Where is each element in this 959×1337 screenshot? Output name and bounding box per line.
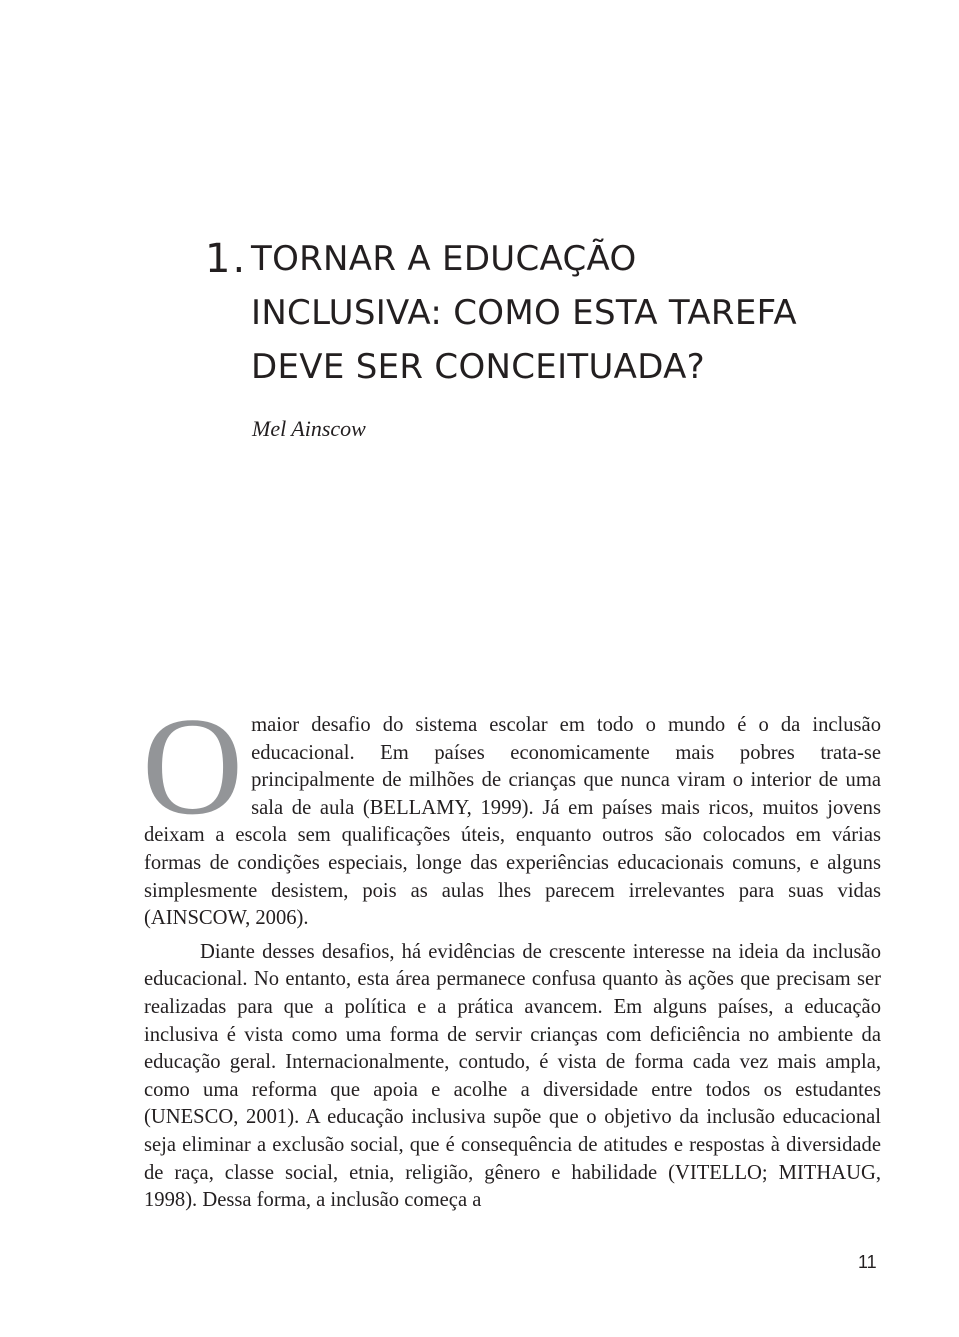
drop-cap: O — [142, 689, 244, 844]
paragraph: Diante desses desafios, há evidências de crescente interesse na ideia da inclusão educacional. No entanto, esta área permanece confusa quanto às ações que precisam ser realizadas para que a política e a prática avancem. Em alguns países, a educação inclusiva é vista como uma forma de servir crianças com deficiência no ambiente da educação geral. Internacionalmente, contudo, é vista de forma cada vez mais ampla, como uma reforma que apoia e acolhe a diversidade entre todos os estudantes (UNESCO, 2001). A educação inclusiva supõe que o objetivo da inclusão educacional seja eliminar a exclusão social, que é consequência de atitudes e respostas à diversidade de raça, classe social, etnia, religião, gênero e habilidade (VITELLO; MITHAUG, 1998). Dessa forma, a inclusão começa a — [144, 940, 881, 1212]
chapter-title — [205, 232, 895, 394]
chapter-number: 1. — [205, 236, 248, 282]
chapter-heading-line: DEVE SER CONCEITUADA? — [251, 347, 705, 387]
chapter-heading — [251, 232, 797, 394]
page-number: 11 — [858, 1252, 877, 1272]
author-name: Mel Ainscow — [252, 416, 366, 441]
paragraph-text: maior desafio do sistema escolar em todo o mundo é o da inclusão educacional. Em países economicamente mais pobres trata-se principalmente de milhões de crianças que nunca viram o interior de uma sala de aula (BELLAMY, 1999). Já em países mais ricos, muitos jovens deixam a escola sem qualificações úteis, enquanto outros são colocados em várias formas de condições especiais, longe das experiências educacionais comuns, e alguns simplesmente desistem, pois as aulas lhes parecem irrelevantes para suas vidas (AINSCOW, 2006). — [144, 714, 881, 930]
chapter-heading-line: TORNAR A EDUCAÇÃO — [251, 239, 637, 279]
paragraph — [142, 689, 881, 933]
body-text — [142, 689, 881, 1215]
chapter-heading-line: INCLUSIVA: COMO ESTA TAREFA — [251, 293, 797, 333]
